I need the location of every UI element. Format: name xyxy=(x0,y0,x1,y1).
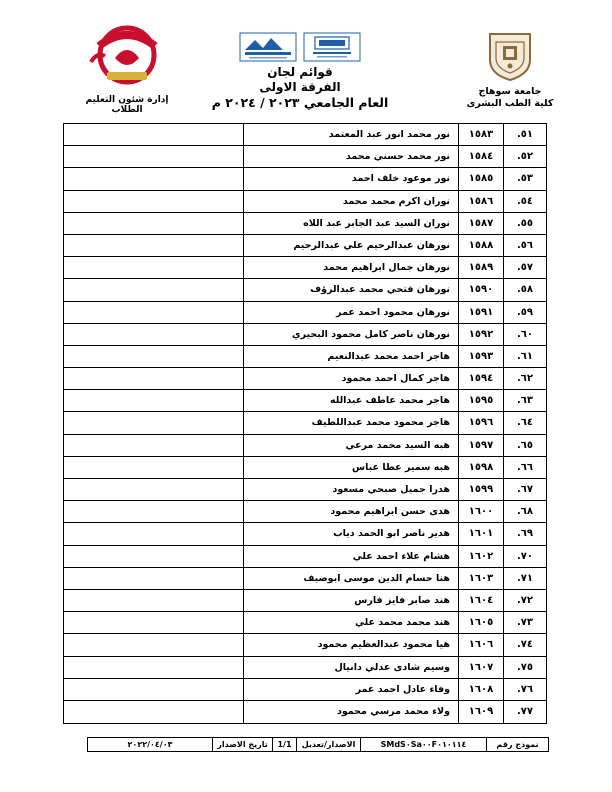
row-index: .٧٠ xyxy=(516,550,534,562)
blank-cell xyxy=(64,701,244,723)
student-name: نور موعود خلف احمد xyxy=(244,168,459,189)
row-index: .٧٧ xyxy=(516,705,534,717)
table-row xyxy=(64,191,546,213)
university-block xyxy=(450,30,570,110)
seat-number: ١٦٠٨ xyxy=(459,679,504,700)
row-index: .٦٤ xyxy=(516,417,534,429)
blank-cell xyxy=(64,235,244,256)
table-row xyxy=(64,168,546,190)
student-name: هدرا جميل صبحي مسعود xyxy=(244,479,459,500)
student-name: نوران اكرم محمد محمد xyxy=(244,191,459,212)
seat-number: ١٥٩٢ xyxy=(459,324,504,345)
issue-date: ٢٠٢٢/٠٤/٠٣ xyxy=(127,740,173,749)
table-row xyxy=(64,612,546,634)
student-name: هاجر محمود محمد عبداللطيف xyxy=(244,412,459,433)
seat-number: ١٥٩٣ xyxy=(459,346,504,367)
blank-cell xyxy=(64,479,244,500)
table-row xyxy=(64,390,546,412)
university-name: جامعة سوهاج xyxy=(478,86,542,97)
row-index: .٥٢ xyxy=(516,151,534,163)
blank-cell xyxy=(64,146,244,167)
seat-number: ١٦٠٥ xyxy=(459,612,504,633)
seat-number: ١٥٩٦ xyxy=(459,412,504,433)
seat-number: ١٥٩٠ xyxy=(459,279,504,300)
student-name: نوران السيد عبد الجابر عبد اللاه xyxy=(244,213,459,234)
blank-cell xyxy=(64,279,244,300)
row-index: .٥٤ xyxy=(516,195,534,207)
document-title: قوائم لجان xyxy=(267,65,333,79)
blank-cell xyxy=(64,657,244,678)
student-name: ولاء محمد مرسي محمود xyxy=(244,701,459,723)
table-row xyxy=(64,568,546,590)
student-name: نورهان محمود احمد عمر xyxy=(244,302,459,323)
table-row xyxy=(64,279,546,301)
students-table xyxy=(63,123,547,724)
row-index: .٧٤ xyxy=(516,639,534,651)
seat-number: ١٥٩١ xyxy=(459,302,504,323)
row-index: .٥٧ xyxy=(516,262,534,274)
seat-number: ١٥٩٤ xyxy=(459,368,504,389)
student-name: هند صابر فايز فارس xyxy=(244,590,459,611)
seat-number: ١٥٩٥ xyxy=(459,390,504,411)
student-name: نورهان عبدالرحيم علي عبدالرحيم xyxy=(244,235,459,256)
academic-year: العام الجامعي ٢٠٢٣ / ٢٠٢٤ م xyxy=(211,95,389,110)
blank-cell xyxy=(64,457,244,478)
table-row xyxy=(64,346,546,368)
class-level: الفرقة الاولى xyxy=(259,80,341,94)
blank-cell xyxy=(64,523,244,544)
seat-number: ١٥٨٦ xyxy=(459,191,504,212)
table-row xyxy=(64,590,546,612)
blank-cell xyxy=(64,590,244,611)
blank-cell xyxy=(64,501,244,522)
seat-number: ١٦٠٣ xyxy=(459,568,504,589)
row-index: .٦٠ xyxy=(516,328,534,340)
seat-number: ١٥٩٧ xyxy=(459,435,504,456)
row-index: .٦٧ xyxy=(516,484,534,495)
form-footer xyxy=(87,737,549,752)
blank-cell xyxy=(64,257,244,278)
row-index: .٧٢ xyxy=(516,594,534,606)
row-index: .٦٣ xyxy=(516,395,534,407)
row-index: .٦٢ xyxy=(516,373,534,385)
row-index: .٥٨ xyxy=(516,284,534,296)
blank-cell xyxy=(64,324,244,345)
student-affairs-label: إدارة شئون التعليم الطلاب xyxy=(85,95,169,115)
seat-number: ١٦٠١ xyxy=(459,523,504,544)
student-name: نور محمد حسني محمد xyxy=(244,146,459,167)
row-index: .٦٦ xyxy=(516,461,534,473)
table-row xyxy=(64,257,546,279)
seat-number: ١٥٨٥ xyxy=(459,168,504,189)
seat-number: ١٥٨٤ xyxy=(459,146,504,167)
blank-cell xyxy=(64,191,244,212)
seat-number: ١٥٨٩ xyxy=(459,257,504,278)
accreditation-logo-left-icon xyxy=(239,32,297,62)
table-row xyxy=(64,124,546,146)
student-name: نورهان ناصر كامل محمود البحيري xyxy=(244,324,459,345)
student-name: هاجر احمد محمد عبدالنعيم xyxy=(244,346,459,367)
student-name: هدى حسن ابراهيم محمود xyxy=(244,501,459,522)
row-index: .٧٥ xyxy=(516,661,534,673)
form-number: SMdS٠Sa٠٠F٠١٠١١٤ xyxy=(360,738,486,751)
student-name: هبه السيد محمد مرعي xyxy=(244,435,459,456)
table-row xyxy=(64,634,546,656)
accreditation-logo-right-icon xyxy=(303,32,361,62)
table-row xyxy=(64,302,546,324)
student-affairs-block xyxy=(72,22,182,115)
blank-cell xyxy=(64,679,244,700)
table-row xyxy=(64,679,546,701)
row-index: .٥٣ xyxy=(516,173,534,185)
seat-number: ١٥٨٧ xyxy=(459,213,504,234)
row-index: .٥٩ xyxy=(516,306,534,318)
seat-number: ١٦٠٠ xyxy=(459,501,504,522)
student-name: هبه سمير عطا عباس xyxy=(244,457,459,478)
student-name: نور محمد انور عبد المعتمد xyxy=(244,124,459,145)
seat-number: ١٥٨٨ xyxy=(459,235,504,256)
seat-number: ١٥٨٣ xyxy=(459,124,504,145)
table-row xyxy=(64,657,546,679)
row-index: .٧١ xyxy=(516,572,534,584)
faculty-name: كلية الطب البشرى xyxy=(466,98,554,109)
blank-cell xyxy=(64,634,244,655)
student-name: هاجر محمد عاطف عبدالله xyxy=(244,390,459,411)
blank-cell xyxy=(64,346,244,367)
row-index: .٦١ xyxy=(516,350,534,362)
row-index: .٥٦ xyxy=(516,239,534,251)
table-row xyxy=(64,523,546,545)
version-label: الاصدار/تعديل xyxy=(296,738,360,751)
table-row xyxy=(64,146,546,168)
university-seal-icon xyxy=(486,30,534,82)
table-row xyxy=(64,546,546,568)
blank-cell xyxy=(64,568,244,589)
student-name: هيا محمود عبدالعظيم محمود xyxy=(244,634,459,655)
table-row xyxy=(64,435,546,457)
row-index: .٧٦ xyxy=(516,683,534,695)
table-row xyxy=(64,457,546,479)
row-index: .٦٩ xyxy=(516,528,534,540)
table-row xyxy=(64,479,546,501)
student-name: وسيم شادى عدلي دانيال xyxy=(244,657,459,678)
seat-number: ١٦٠٧ xyxy=(459,657,504,678)
student-name: هدير ناصر ابو الحمد دياب xyxy=(244,523,459,544)
row-index: .٦٨ xyxy=(516,506,534,518)
issue-date-label: تاريخ الاصدار xyxy=(212,738,272,751)
table-row xyxy=(64,412,546,434)
blank-cell xyxy=(64,368,244,389)
table-row xyxy=(64,701,546,723)
table-row xyxy=(64,235,546,257)
student-name: وفاء عادل احمد عمر xyxy=(244,679,459,700)
table-row xyxy=(64,501,546,523)
student-affairs-logo-icon xyxy=(85,22,169,88)
blank-cell xyxy=(64,412,244,433)
table-row xyxy=(64,368,546,390)
seat-number: ١٥٩٩ xyxy=(459,479,504,500)
table-row xyxy=(64,324,546,346)
version-value: 1/1 xyxy=(272,738,296,751)
blank-cell xyxy=(64,302,244,323)
blank-cell xyxy=(64,124,244,145)
header-titles xyxy=(200,32,400,110)
seat-number: ١٦٠٩ xyxy=(459,701,504,723)
seat-number: ١٦٠٢ xyxy=(459,546,504,567)
blank-cell xyxy=(64,390,244,411)
student-name: نورهان فتحي محمد عبدالرؤف xyxy=(244,279,459,300)
form-number-label: نموذج رقم xyxy=(486,738,548,751)
seat-number: ١٥٩٨ xyxy=(459,457,504,478)
row-index: .٦٥ xyxy=(516,439,534,451)
student-name: هند محمد محمد علي xyxy=(244,612,459,633)
table-row xyxy=(64,213,546,235)
student-name: نورهان جمال ابراهيم محمد xyxy=(244,257,459,278)
row-index: .٧٣ xyxy=(516,617,534,629)
accreditation-logos xyxy=(200,32,400,62)
seat-number: ١٦٠٤ xyxy=(459,590,504,611)
student-name: هشام علاء احمد علي xyxy=(244,546,459,567)
blank-cell xyxy=(64,213,244,234)
blank-cell xyxy=(64,612,244,633)
seat-number: ١٦٠٦ xyxy=(459,634,504,655)
blank-cell xyxy=(64,546,244,567)
student-name: هنا حسام الدين موسى ابوضيف xyxy=(244,568,459,589)
student-name: هاجر كمال احمد محمود xyxy=(244,368,459,389)
row-index: .٥٥ xyxy=(516,217,534,229)
blank-cell xyxy=(64,168,244,189)
row-index: .٥١ xyxy=(516,129,534,140)
blank-cell xyxy=(64,435,244,456)
